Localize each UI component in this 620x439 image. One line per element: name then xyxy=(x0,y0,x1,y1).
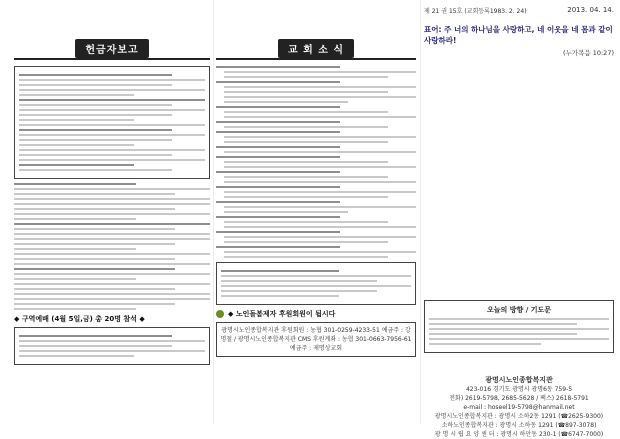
prayer-box xyxy=(424,300,614,353)
offering-list xyxy=(14,66,210,179)
issue-date: 2013. 04. 14. xyxy=(567,6,614,14)
branch-1: 광명시노인종합복지관 : 광명시 소하2동 1291 (☎2625-9300) xyxy=(434,413,604,420)
fold-line xyxy=(420,0,421,424)
church-contact xyxy=(424,376,614,439)
volunteer-notice: ◆ 노인돌봄제자 후원회원이 됩시다 xyxy=(216,309,416,319)
offering-report-header xyxy=(14,38,210,60)
motto-column xyxy=(424,24,614,57)
cell-worship-note: ◆ 구역예배 (4월 5일,금) 총 20명 참석 ◆ xyxy=(14,315,145,323)
service-times-box xyxy=(216,262,416,305)
fold-line xyxy=(213,0,214,424)
church-motto: 표어: 주 너의 하나님을 사랑하고, 네 이웃을 네 몸과 같이 사랑하라! xyxy=(424,25,613,45)
news-list xyxy=(216,66,416,258)
church-email: e-mail : hoseel19-5798@hanmail.net xyxy=(463,404,575,411)
branch-3: 광 명 시 립 요 양 센 터 : 광명시 하안동 230-1 (☎6747-7000) xyxy=(434,431,604,438)
registration-date: (교회등록1983. 2. 24) xyxy=(464,8,527,15)
church-news-title: 교 회 소 식 xyxy=(278,39,354,58)
volume-number: 제 21 권 15호 xyxy=(424,8,463,15)
church-phone: 전화) 2619-5798, 2685-5628 / 팩스) 2618-5791 xyxy=(449,395,589,402)
offering-report-title: 헌금자보고 xyxy=(75,39,148,58)
motto-reference: (누가복음 10:27) xyxy=(563,49,614,57)
schedule-box xyxy=(14,327,210,365)
church-name: 광명시노인종합복지관 xyxy=(485,376,553,384)
branch-2: 소하노인종합복지관 : 광명시 소하동 1291 (☎897-3078) xyxy=(441,422,597,429)
church-address: 423-016 경기도 광명시 광명6동 759-5 xyxy=(465,386,573,393)
church-news-header xyxy=(216,38,416,60)
announcement-text xyxy=(14,183,210,310)
issue-header xyxy=(424,6,614,15)
church-news-column xyxy=(216,38,416,357)
donation-account-info: 광명시노인종합복지관 후원회원 : 농협 301-0259-4233-51 예금주 : 강명철 / 광명시노인종합복지관 CMS 후원계좌 : 농협 301-0663-7956-61 예금주 : 제명상교회 xyxy=(216,322,416,357)
offering-report-column xyxy=(14,38,210,369)
prayer-title: 오늘의 방향 / 기도문 xyxy=(487,306,551,314)
